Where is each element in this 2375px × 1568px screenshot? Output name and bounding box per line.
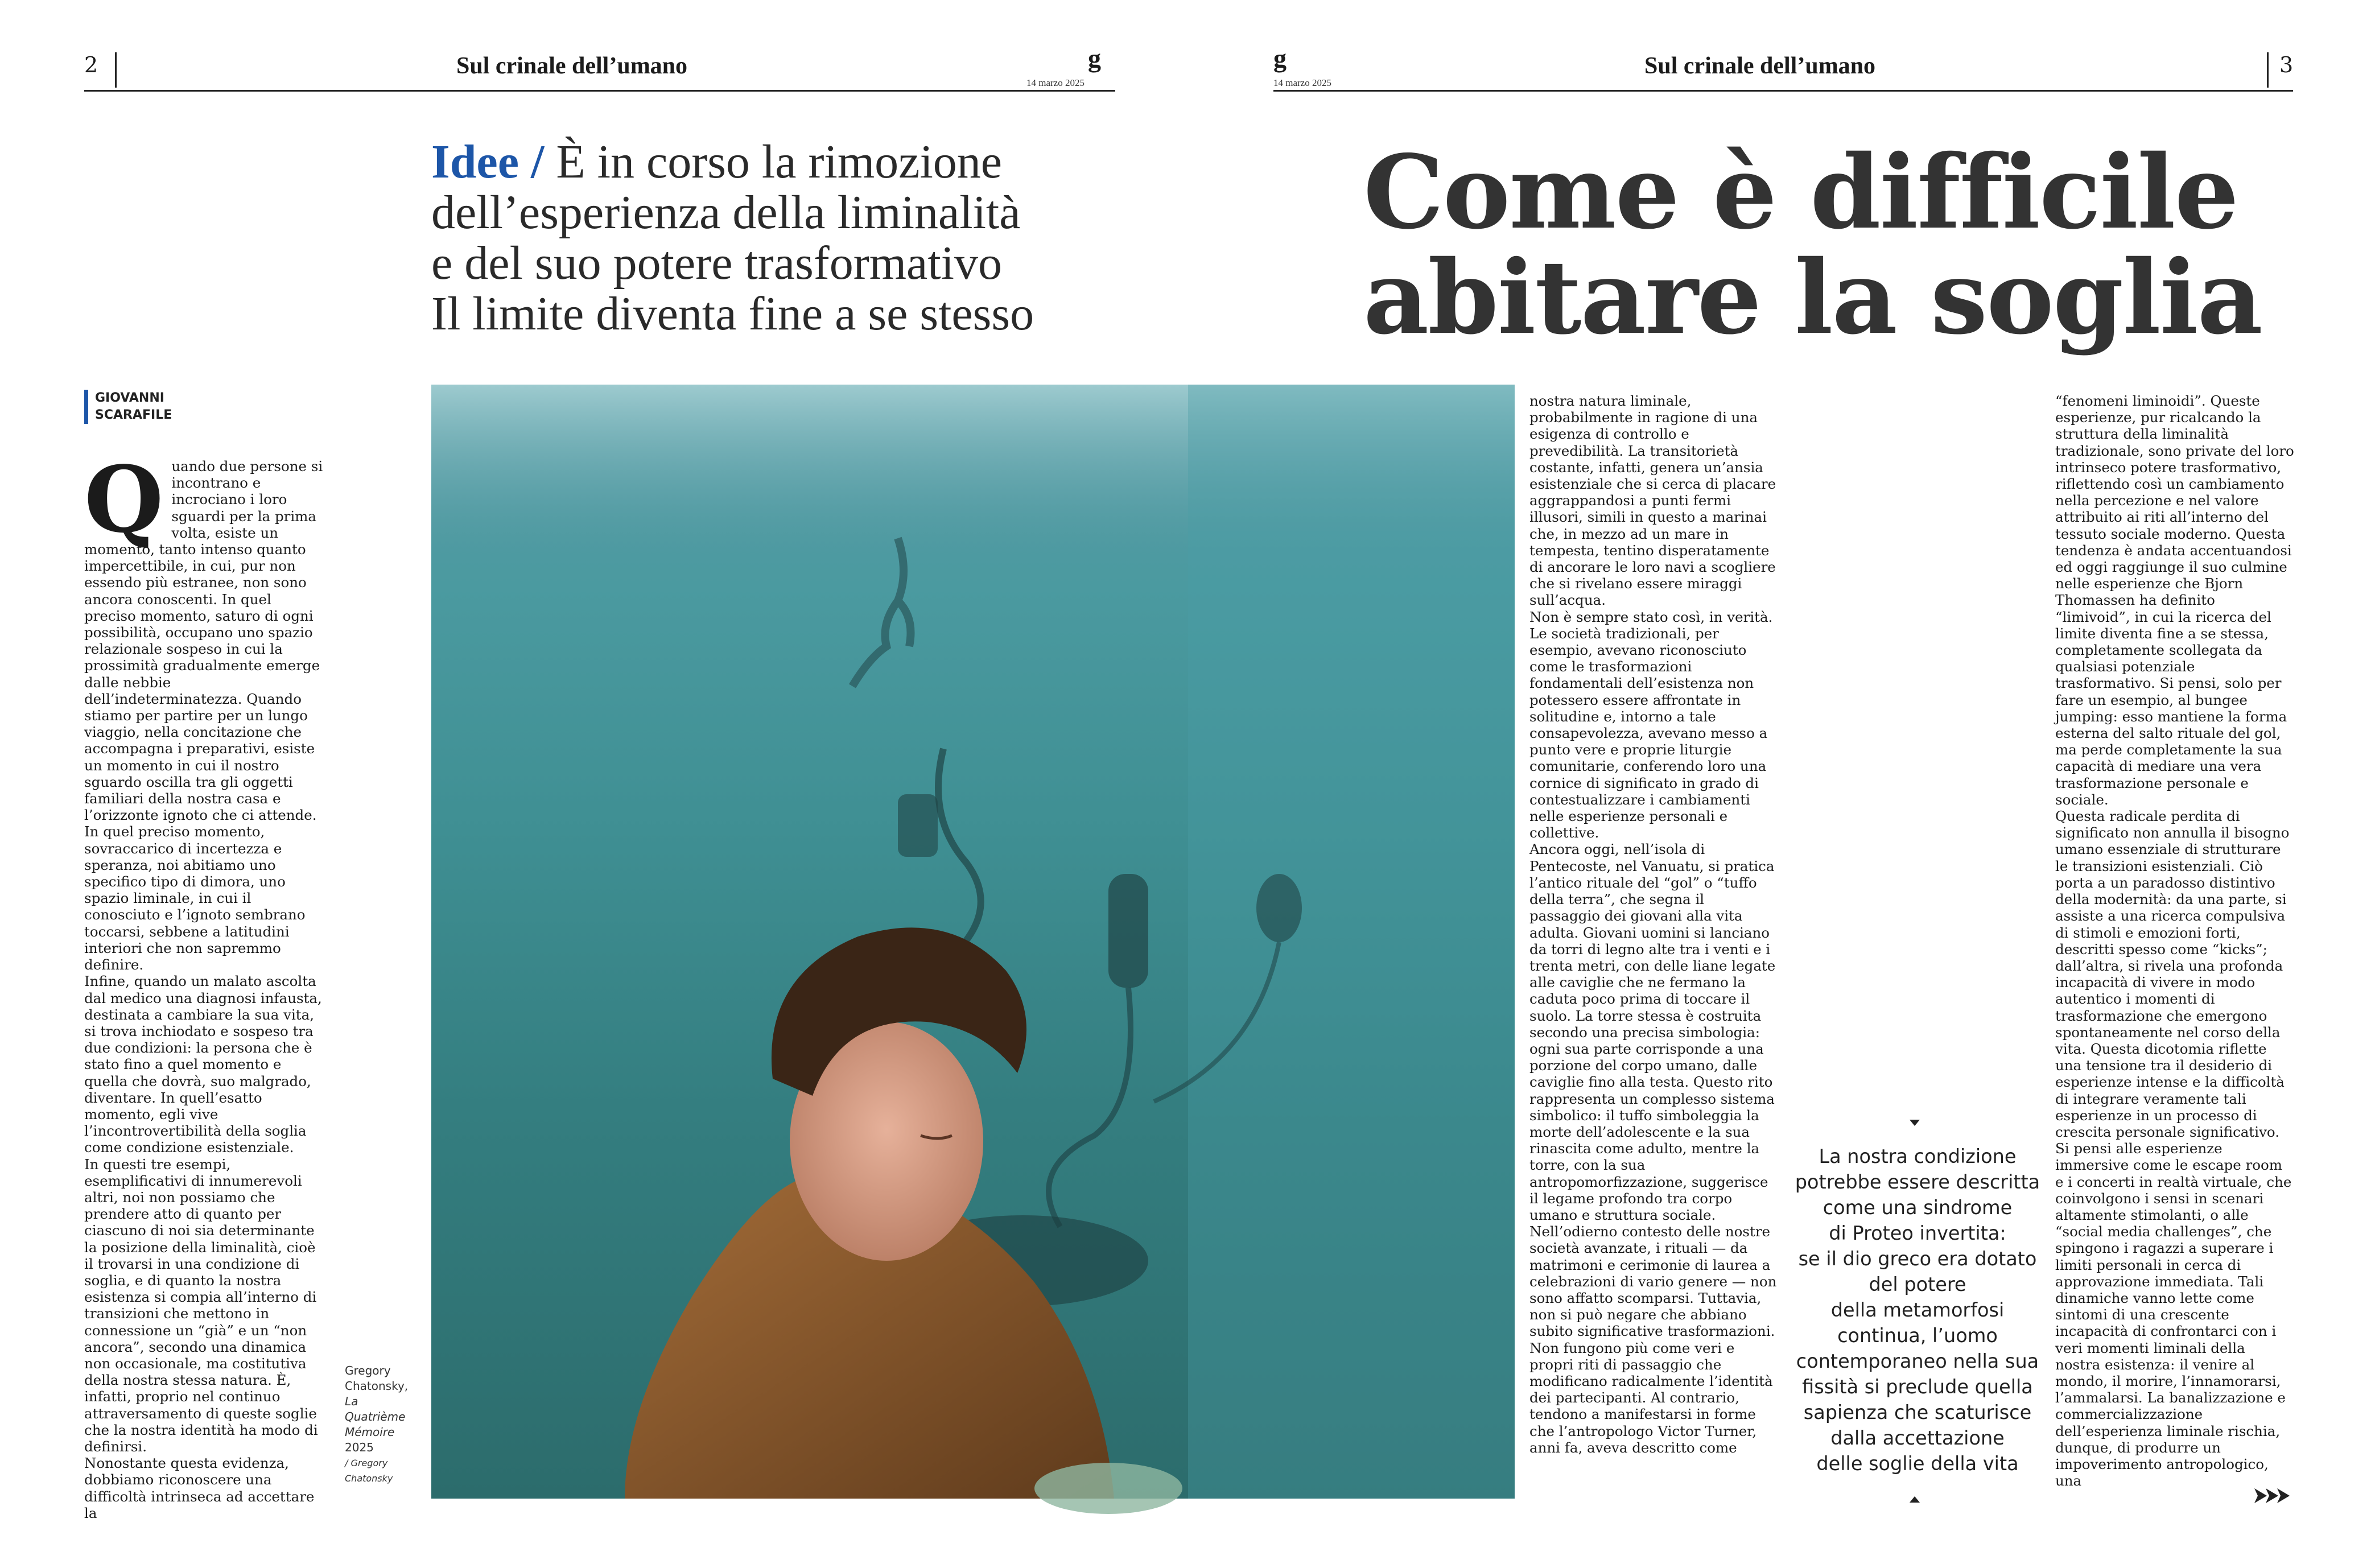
left-page-number: 2 <box>84 52 98 77</box>
drop-cap: Q <box>84 446 164 553</box>
pull-quote-line: sapienza che scaturisce <box>1803 1401 2032 1423</box>
caption-line: La <box>345 1394 358 1408</box>
headline-line-2: abitare la soglia <box>1363 238 2262 357</box>
article-column-1 <box>84 446 325 1521</box>
pull-quote-line: potrebbe essere descritta <box>1795 1171 2040 1193</box>
article-text-col3: “fenomeni liminoidi”. Queste esperienze, pur ricalcando la struttura della liminalità tradizionale, sono private del loro intrinseco potere trasformativo, riflettendo così un cambiamento nella percezione e nel valore attribuito ai riti all’interno del tessuto sociale moderno. Questa tendenza è andata accentuandosi ed oggi raggiunge il suo culmine nelle esperienze che Bjorn Thomassen ha definito “limivoid”, in cui la ricerca del limite diventa fine a se stessa, completamente scollegata da qualsiasi potenziale trasformativo. Si pensi, solo per fare un esempio, al bungee jumping: esso mantiene la forma esterna del salto rituale del gol, ma perde completamente la sua capacità di mediare una vera trasformazione personale e sociale. Questa radicale perdita di significato non annulla il bisogno umano essenziale di strutturare le transizioni esistenziali. Ciò porta a un paradosso distintivo della modernità: da una parte, si assiste a una ricerca compulsiva di stimoli e emozioni forti, descritti spesso come “kicks”; dall’altra, si rivela una profonda incapacità di vivere in modo autentico i momenti di trasformazione che emergono spontaneamente nel corso della vita. Questa dicotomia riflette una tensione tra il desiderio di esperienze intense e la difficoltà di integrare veramente tali esperienze in un processo di crescita personale significativo. Si pensi alle esperienze immersive come le escape room e i concerti in realtà virtuale, che coinvolgono i sensi in scenari altamente stimolanti, o alle “social media challenges”, che spingono i ragazzi a superare i limiti personali in cerca di approvazione immediata. Tali dinamiche vanno lette come sintomi di una crescente incapacità di confrontarci con i veri momenti liminali della nostra esistenza: il venire al mondo, il morire, l’innamorarsi, l’ammalarsi. La banalizzazione e commercializzazione dell’esperienza liminale rischia, dunque, di produrre un impoverimento antropologico, una <box>2055 393 2294 1489</box>
pull-quote-line: di Proteo invertita: <box>1829 1222 2006 1244</box>
kicker-label: Idee / <box>431 135 545 188</box>
right-section-title: Sul crinale dell’umano <box>1644 53 1876 79</box>
right-header-rule <box>1273 90 2293 92</box>
pull-quote-line: continua, l’uomo <box>1837 1324 1998 1347</box>
author-last-name: SCARAFILE <box>95 408 172 422</box>
headline-line-1: Come è difficile <box>1363 133 2238 251</box>
pull-quote-line: La nostra condizione <box>1819 1145 2017 1167</box>
pull-quote-line: dalla accettazione <box>1830 1427 2005 1449</box>
underwater-portrait-image <box>431 385 1515 1499</box>
left-date: 14 marzo 2025 <box>1026 77 1085 88</box>
right-header-divider <box>2267 52 2269 88</box>
left-section-title: Sul crinale dell’umano <box>456 53 688 79</box>
pull-quote-line: delle soglie della vita <box>1816 1453 2019 1475</box>
pull-quote-line: come una sindrome <box>1823 1196 2013 1219</box>
pull-quote <box>1792 1144 2043 1476</box>
photo-caption <box>345 1363 424 1486</box>
feature-photo <box>431 385 1515 1499</box>
right-logo: g <box>1273 44 1287 73</box>
author-first-name: GIOVANNI <box>95 391 164 405</box>
pull-quote-line: della metamorfosi <box>1830 1299 2005 1321</box>
kicker-line-2: dell’esperienza della liminalità <box>431 186 1021 239</box>
continue-arrows-icon <box>2254 1486 2292 1505</box>
caption-credit: / Gregory <box>345 1458 388 1468</box>
triangle-down-icon <box>1910 1120 1920 1126</box>
right-date: 14 marzo 2025 <box>1273 77 1331 88</box>
author-byline <box>84 390 172 424</box>
article-text-col2: nostra natura liminale, probabilmente in ragione di una esigenza di controllo e prevedibilità. La transitorietà costante, infatti, genera un’ansia esistenziale che si cerca di placare aggrappandosi a punti fermi illusori, simili in questo a marinai che, in mezzo ad un mare in tempesta, tentino disperatamente di ancorare le loro navi a scogliere che si rivelano essere miraggi sull’acqua. Non è sempre stato così, in verità. Le società tradizionali, per esempio, avevano riconosciuto come le trasformazioni fondamentali dell’esistenza non potessero essere affrontate in solitudine e, intorno a tale consapevolezza, avevano messo a punto vere e proprie liturgie comunitarie, conferendo loro una cornice di significato in grado di contestualizzare i cambiamenti nelle esperienze personali e collettive. Ancora oggi, nell’isola di Pentecoste, nel Vanuatu, si pratica l’antico rituale del “gol” o “tuffo della terra”, che segna il passaggio dei giovani alla vita adulta. Giovani uomini si lanciano da torri di legno alte tra i venti e i trenta metri, con delle liane legate alle caviglie che ne fermano la caduta poco prima di toccare il suolo. La torre stessa è costruita secondo una precisa simbologia: ogni sua parte corrisponde a una porzione del corpo umano, dalle caviglie fino alla testa. Questo rito rappresenta un complesso sistema simbolico: il tuffo simboleggia la morte dell’adolescente e la sua rinascita come adulto, mentre la torre, con la sua antropomorfizzazione, suggerisce il legame profondo tra corpo umano e struttura sociale. Nell’odierno contesto delle nostre società avanzate, i rituali — da matrimoni e cerimonie di laurea a celebrazioni di vario genere — non sono affatto scomparsi. Tuttavia, non si può negare che abbiano subito significative trasformazioni. Non fungono più come veri e propri riti di passaggio che modificano radicalmente l’identità dei partecipanti. Al contrario, tendono a manifestarsi in forme che l’antropologo Victor Turner, anni fa, aveva descritto come <box>1529 393 1777 1456</box>
article-text-col1: uando due persone si incontrano e incrociano i loro sguardi per la prima volta, esiste un momento, tanto intenso quanto impercettibile, in cui, pur non essendo più estranee, non sono ancora conoscenti. In quel preciso momento, saturo di ogni possibilità, occupano uno spazio relazionale sospeso in cui la prossimità gradualmente emerge dalle nebbie dell’indeterminatezza. Quando stiamo per partire per un lungo viaggio, nella concitazione che accompagna i preparativi, esiste un momento in cui il nostro sguardo oscilla tra gli oggetti familiari della nostra casa e l’orizzonte ignoto che ci attende. In quel preciso momento, sovraccarico di incertezza e speranza, noi abitiamo uno specifico tipo di dimora, uno spazio liminale, in cui il conosciuto e l’ignoto sembrano toccarsi, sebbene a latitudini interiori che non sapremmo definire. Infine, quando un malato ascolta dal medico una diagnosi infausta, destinata a cambiare la sua vita, si trova inchiodato e sospeso tra due condizioni: la persona che è stato fino a quel momento e quella che dovrà, suo malgrado, diventare. In quell’esatto momento, egli vive l’incontrovertibilità della soglia come condizione esistenziale. In questi tre esempi, esemplificativi di innumerevoli altri, noi non possiamo che prendere atto di quanto per ciascuno di noi sia determinante la posizione della liminalità, cioè il trovarsi in una condizione di soglia, e di quanto la nostra esistenza si compia all’interno di transizioni che mettono in connessione un “già” e un “non ancora”, secondo una dinamica non occasionale, ma costitutiva della nostra stessa natura. È, infatti, proprio nel continuo attraversamento di queste soglie che la nostra identità ha modo di definirsi. Nonostante questa evidenza, dobbiamo riconoscere una difficoltà intrinseca ad accettare la <box>84 458 323 1521</box>
pull-quote-line: se il dio greco era dotato <box>1798 1248 2037 1270</box>
caption-credit: Chatonsky <box>345 1473 393 1484</box>
article-column-3 <box>2055 393 2294 1489</box>
triangle-up-icon <box>1910 1496 1920 1503</box>
article-column-2 <box>1529 393 1778 1502</box>
caption-line: Chatonsky, <box>345 1379 409 1393</box>
left-header-divider <box>115 52 117 88</box>
pull-quote-line: contemporaneo nella sua <box>1796 1350 2039 1372</box>
kicker-line-1 <box>431 137 1131 187</box>
left-logo: g <box>1088 44 1101 73</box>
kicker-line-3: e del suo potere trasformativo <box>431 237 1002 290</box>
caption-line: Quatrième <box>345 1410 406 1423</box>
right-page-number: 3 <box>2279 52 2294 77</box>
caption-line: 2025 <box>345 1441 374 1454</box>
kicker-text-1: È in corso la rimozione <box>556 135 1003 188</box>
pull-quote-line: fissità si preclude quella <box>1802 1376 2033 1398</box>
caption-line: Mémoire <box>345 1425 395 1439</box>
headline <box>1363 133 2365 357</box>
caption-line: Gregory <box>345 1364 391 1377</box>
kicker-line-4: Il limite diventa fine a se stesso <box>431 287 1034 340</box>
kicker <box>431 137 1131 339</box>
left-header-rule <box>84 90 1115 92</box>
pull-quote-line: del potere <box>1869 1273 1966 1295</box>
